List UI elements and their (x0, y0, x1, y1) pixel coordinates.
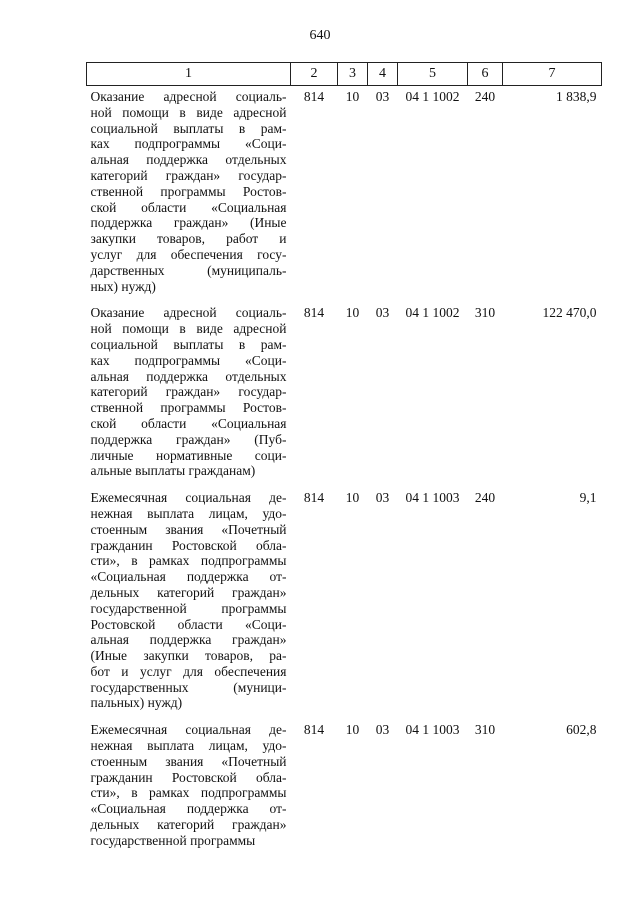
expense-type-code: 240 (474, 490, 496, 506)
col-header-5: 5 (398, 63, 468, 86)
header-row (87, 63, 602, 86)
col-header-6: 6 (468, 63, 503, 86)
description-line: альная поддержка граждан» (90, 632, 287, 648)
description-line: социальной выплаты в рам- (90, 336, 287, 352)
target-article-code: 04 1 1002 (405, 305, 460, 321)
description-line: ственной программы Ростов- (90, 400, 287, 416)
description-line: альные выплаты гражданам) (90, 463, 256, 479)
page-number: 640 (309, 28, 331, 43)
description-line: ках подпрограммы «Соци- (90, 352, 287, 368)
description-line: дельных категорий граждан» (90, 817, 287, 833)
table-row (87, 302, 602, 487)
expense-type-code: 310 (474, 722, 496, 738)
description-line: (Иные закупки товаров, ра- (90, 648, 287, 664)
description-line: Оказание адресной социаль- (90, 305, 287, 321)
subsection-code: 03 (375, 305, 390, 321)
description-line: Ежемесячная социальная де- (90, 490, 287, 506)
description-line: государственных (муници- (90, 679, 287, 695)
col-header-2: 2 (291, 63, 338, 86)
section-code: 10 (345, 305, 360, 321)
description-line: сти», в рамках подпрограммы (90, 553, 287, 569)
description-line: сти», в рамках подпрограммы (90, 785, 287, 801)
description-line: личные нормативные соци- (90, 447, 287, 463)
description-line: категорий граждан» государ- (90, 167, 287, 183)
ministry-code: 814 (303, 490, 325, 506)
target-article-code: 04 1 1002 (405, 89, 460, 104)
description-line: стоенным звания «Почетный (90, 521, 287, 537)
description-line: поддержка граждан» (Пуб- (90, 431, 287, 447)
description-line: государственной программы (90, 600, 287, 616)
description-line: социальной выплаты в рам- (90, 120, 287, 136)
description-line: стоенным звания «Почетный (90, 753, 287, 769)
table-header (87, 63, 602, 86)
description-line: пальных) нужд) (90, 695, 183, 711)
description-line: бот и услуг для обеспечения (90, 663, 287, 679)
ministry-code: 814 (303, 305, 325, 321)
description-line: «Социальная поддержка от- (90, 801, 287, 817)
section-code: 10 (345, 89, 360, 104)
description-line: альная поддержка отдельных (90, 152, 287, 168)
description-line: Оказание адресной социаль- (90, 89, 287, 104)
ministry-code: 814 (303, 722, 325, 738)
amount: 602,8 (566, 722, 597, 738)
col-header-1: 1 (87, 63, 291, 86)
description-line: закупки товаров, работ и (90, 231, 287, 247)
section-code: 10 (345, 490, 360, 506)
target-article-code: 04 1 1003 (405, 490, 460, 506)
section-code: 10 (345, 722, 360, 738)
description-line: государственной программы (90, 832, 256, 848)
table-row (87, 86, 602, 303)
description-line: гражданин Ростовской обла- (90, 537, 287, 553)
description-line: гражданин Ростовской обла- (90, 769, 287, 785)
description-line: Ростовской области «Соци- (90, 616, 287, 632)
description-line: ской области «Социальная (90, 199, 287, 215)
description-line: дельных категорий граждан» (90, 584, 287, 600)
col-header-4: 4 (368, 63, 398, 86)
description-line: ной помощи в виде адресной (90, 104, 287, 120)
row-description (87, 86, 291, 303)
table-row (87, 487, 602, 719)
expense-type-code: 240 (474, 89, 496, 104)
description-line: поддержка граждан» (Иные (90, 215, 287, 231)
table-body (87, 86, 602, 857)
description-line: нежная выплата лицам, удо- (90, 738, 287, 754)
subsection-code: 03 (375, 89, 390, 104)
amount: 122 470,0 (542, 305, 597, 321)
description-line: услуг для обеспечения госу- (90, 246, 287, 262)
col-header-7: 7 (503, 63, 602, 86)
target-article-code: 04 1 1003 (405, 722, 460, 738)
amount: 9,1 (579, 490, 597, 506)
table-row (87, 719, 602, 856)
row-description (87, 487, 291, 719)
description-line: категорий граждан» государ- (90, 384, 287, 400)
description-line: ственной программы Ростов- (90, 183, 287, 199)
description-line: нежная выплата лицам, удо- (90, 505, 287, 521)
description-line: «Социальная поддержка от- (90, 569, 287, 585)
description-line: ной помощи в виде адресной (90, 321, 287, 337)
description-line: Ежемесячная социальная де- (90, 722, 287, 738)
description-line: альная поддержка отдельных (90, 368, 287, 384)
row-description (87, 719, 291, 856)
row-description (87, 302, 291, 487)
description-line: ской области «Социальная (90, 415, 287, 431)
budget-table (86, 62, 602, 857)
description-line: ках подпрограммы «Соци- (90, 136, 287, 152)
description-line: ных) нужд) (90, 278, 156, 294)
expense-type-code: 310 (474, 305, 496, 321)
col-header-3: 3 (338, 63, 368, 86)
description-line: дарственных (муниципаль- (90, 262, 287, 278)
subsection-code: 03 (375, 722, 390, 738)
subsection-code: 03 (375, 490, 390, 506)
ministry-code: 814 (303, 89, 325, 104)
amount: 1 838,9 (556, 89, 597, 104)
